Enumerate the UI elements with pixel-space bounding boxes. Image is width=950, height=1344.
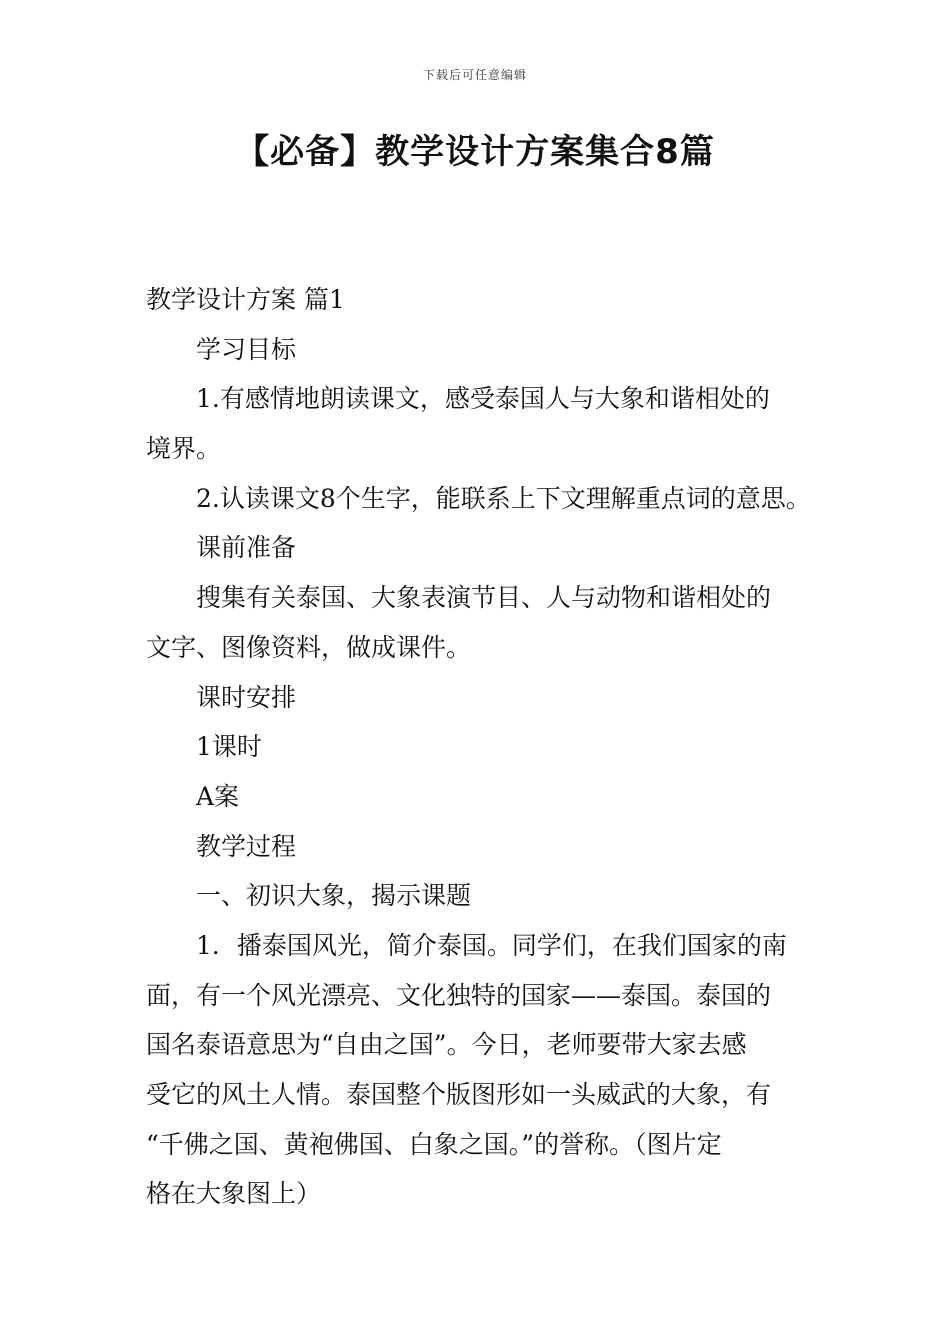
paragraph-line: 2.认读课文8个生字，能联系上下文理解重点词的意思。 bbox=[196, 483, 811, 513]
section-heading: 教学设计方案 篇1 bbox=[146, 285, 345, 314]
paragraph-line: 格在大象图上） bbox=[146, 1179, 322, 1209]
paragraph-line: A案 bbox=[196, 781, 240, 811]
paragraph-line: 1．播泰国风光，简介泰国。同学们，在我们国家的南 bbox=[196, 930, 787, 960]
paragraph-line: 1课时 bbox=[196, 732, 262, 762]
paragraph-line: “千佛之国、黄袍佛国、白象之国。”的誉称。（图片定 bbox=[146, 1129, 722, 1159]
paragraph-line: 国名泰语意思为“自由之国”。今日，老师要带大家去感 bbox=[146, 1030, 747, 1060]
paragraph-line: 一、初识大象，揭示课题 bbox=[196, 881, 472, 911]
subheading-learning-goals: 学习目标 bbox=[196, 334, 297, 364]
paragraph-line: 面，有一个风光漂亮、文化独特的国家——泰国。泰国的 bbox=[146, 980, 772, 1010]
paragraph-line: 搜集有关泰国、大象表演节目、人与动物和谐相处的 bbox=[196, 583, 772, 613]
paragraph-line: 境界。 bbox=[146, 434, 222, 464]
paragraph-line: 1.有感情地朗读课文，感受泰国人与大象和谐相处的 bbox=[196, 384, 770, 414]
document-title: 【必备】教学设计方案集合8篇 bbox=[235, 132, 715, 172]
header-note: 下载后可任意编辑 bbox=[422, 68, 527, 82]
subheading-process: 教学过程 bbox=[196, 831, 297, 861]
paragraph-line: 文字、图像资料，做成课件。 bbox=[146, 632, 472, 662]
subheading-schedule: 课时安排 bbox=[196, 682, 297, 712]
paragraph-line: 受它的风土人情。泰国整个版图形如一头威武的大象，有 bbox=[146, 1080, 772, 1109]
subheading-preparation: 课前准备 bbox=[196, 533, 297, 563]
document-body bbox=[146, 275, 812, 1219]
